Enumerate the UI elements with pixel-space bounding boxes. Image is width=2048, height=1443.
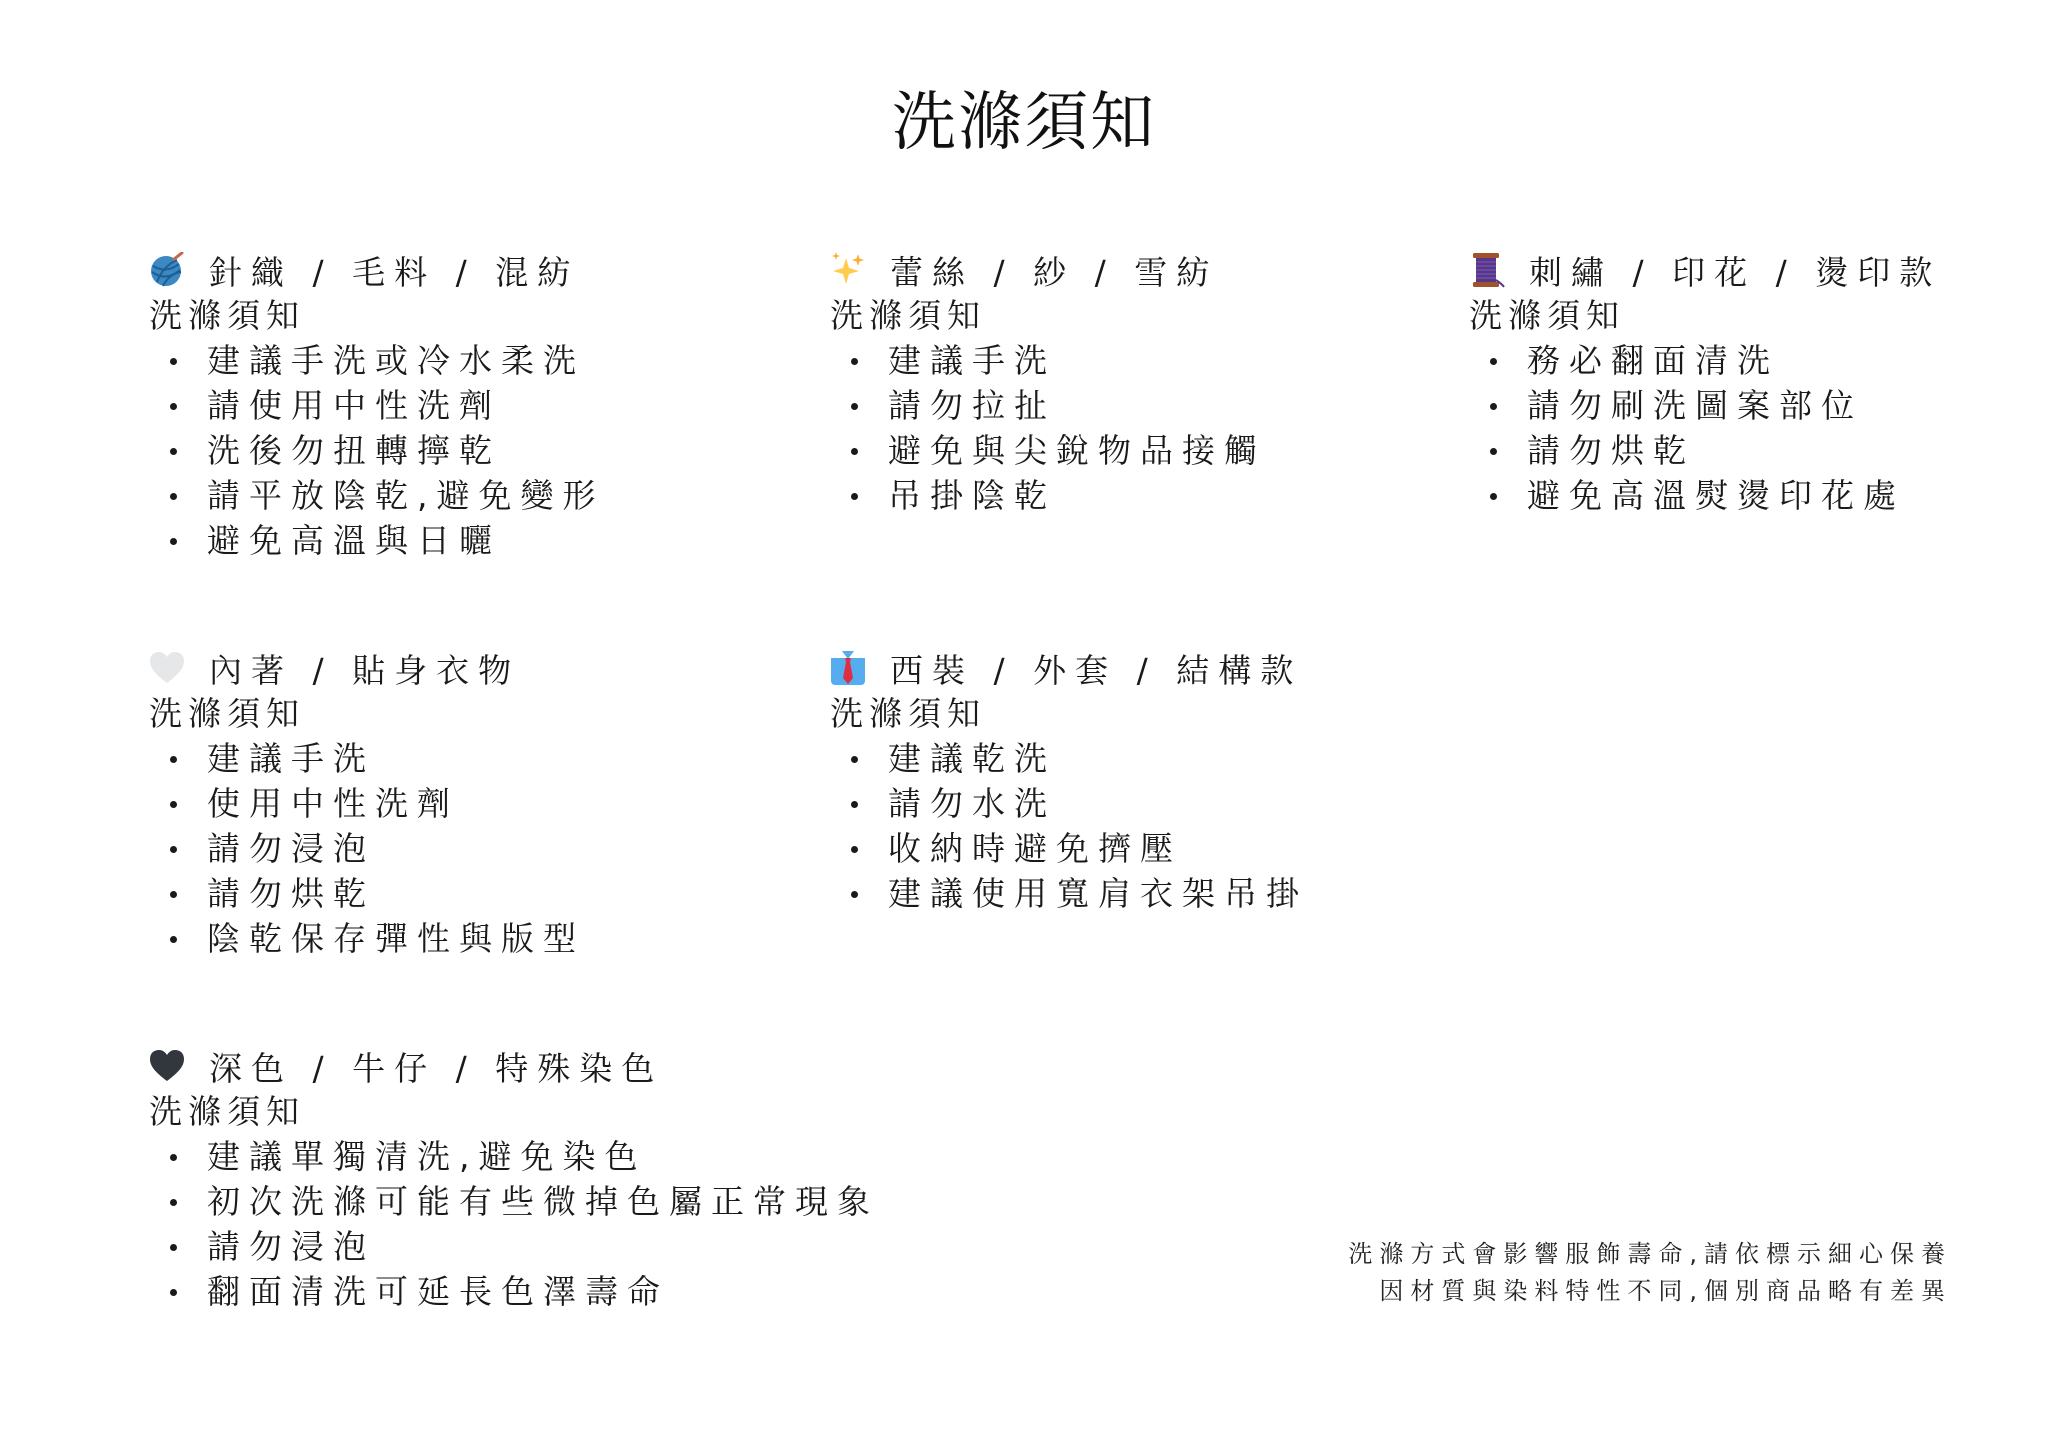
sparkles-icon	[830, 252, 866, 288]
section-header	[149, 1043, 769, 1089]
list-item: 建議單獨清洗,避免染色	[149, 1134, 769, 1179]
list-item: 洗後勿扭轉擰乾	[149, 428, 769, 473]
list-item: 務必翻面清洗	[1469, 338, 2048, 383]
section-embroidery-print	[1469, 247, 2048, 518]
list-item: 請勿刷洗圖案部位	[1469, 383, 2048, 428]
list-item: 請勿水洗	[830, 781, 1450, 826]
list-item: 請勿浸泡	[149, 826, 769, 871]
list-item: 請勿拉扯	[830, 383, 1450, 428]
list-item: 避免高溫熨燙印花處	[1469, 473, 2048, 518]
list-item: 請平放陰乾,避免變形	[149, 473, 769, 518]
list-item: 避免與尖銳物品接觸	[830, 428, 1450, 473]
list-item: 建議手洗	[149, 736, 769, 781]
page-title: 洗滌須知	[892, 86, 1156, 160]
list-item: 使用中性洗劑	[149, 781, 769, 826]
section-heading: 刺繡 / 印花 / 燙印款	[1529, 252, 1942, 292]
section-subtitle: 洗滌須知	[149, 296, 305, 335]
list-item: 請勿浸泡	[149, 1224, 769, 1269]
list-item: 請使用中性洗劑	[149, 383, 769, 428]
section-header	[830, 247, 1450, 293]
list-item: 建議手洗或冷水柔洗	[149, 338, 769, 383]
care-list	[149, 338, 769, 563]
thread-spool-icon	[1469, 252, 1505, 288]
section-dark-denim	[149, 1043, 879, 1314]
section-subtitle: 洗滌須知	[149, 694, 305, 733]
section-header	[149, 645, 769, 691]
suit-tie-icon	[830, 650, 866, 686]
section-intimates	[149, 645, 769, 961]
care-list	[149, 1134, 879, 1314]
section-subtitle: 洗滌須知	[1469, 296, 1625, 335]
section-heading: 西裝 / 外套 / 結構款	[890, 650, 1303, 690]
list-item: 請勿烘乾	[1469, 428, 2048, 473]
section-subtitle: 洗滌須知	[149, 1092, 305, 1131]
care-list	[1469, 338, 2048, 518]
section-heading: 內著 / 貼身衣物	[209, 650, 521, 690]
list-item: 初次洗滌可能有些微掉色屬正常現象	[149, 1179, 769, 1224]
care-list	[149, 736, 769, 961]
list-item: 建議使用寬肩衣架吊掛	[830, 871, 1450, 916]
section-heading: 深色 / 牛仔 / 特殊染色	[209, 1048, 664, 1088]
section-suits-jackets	[830, 645, 1450, 916]
section-subtitle: 洗滌須知	[830, 694, 986, 733]
care-list	[830, 736, 1450, 916]
list-item: 請勿烘乾	[149, 871, 769, 916]
list-item: 吊掛陰乾	[830, 473, 1450, 518]
list-item: 翻面清洗可延長色澤壽命	[149, 1269, 769, 1314]
section-header	[830, 645, 1450, 691]
section-knit-wool	[149, 247, 769, 563]
list-item: 建議手洗	[830, 338, 1450, 383]
yarn-ball-icon	[149, 252, 185, 288]
section-header	[1469, 247, 2048, 293]
section-subtitle: 洗滌須知	[830, 296, 986, 335]
section-lace-chiffon	[830, 247, 1450, 518]
section-heading: 針織 / 毛料 / 混紡	[209, 252, 580, 292]
footer-note	[1348, 1236, 1952, 1310]
care-list	[830, 338, 1450, 518]
list-item: 陰乾保存彈性與版型	[149, 916, 769, 961]
white-heart-icon	[149, 650, 185, 686]
footer-line: 洗滌方式會影響服飾壽命,請依標示細心保養	[1348, 1240, 1952, 1268]
list-item: 避免高溫與日曬	[149, 518, 769, 563]
section-heading: 蕾絲 / 紗 / 雪紡	[890, 252, 1219, 292]
footer-line: 因材質與染料特性不同,個別商品略有差異	[1379, 1277, 1952, 1305]
section-header	[149, 247, 769, 293]
list-item: 建議乾洗	[830, 736, 1450, 781]
black-heart-icon	[149, 1048, 185, 1084]
list-item: 收納時避免擠壓	[830, 826, 1450, 871]
